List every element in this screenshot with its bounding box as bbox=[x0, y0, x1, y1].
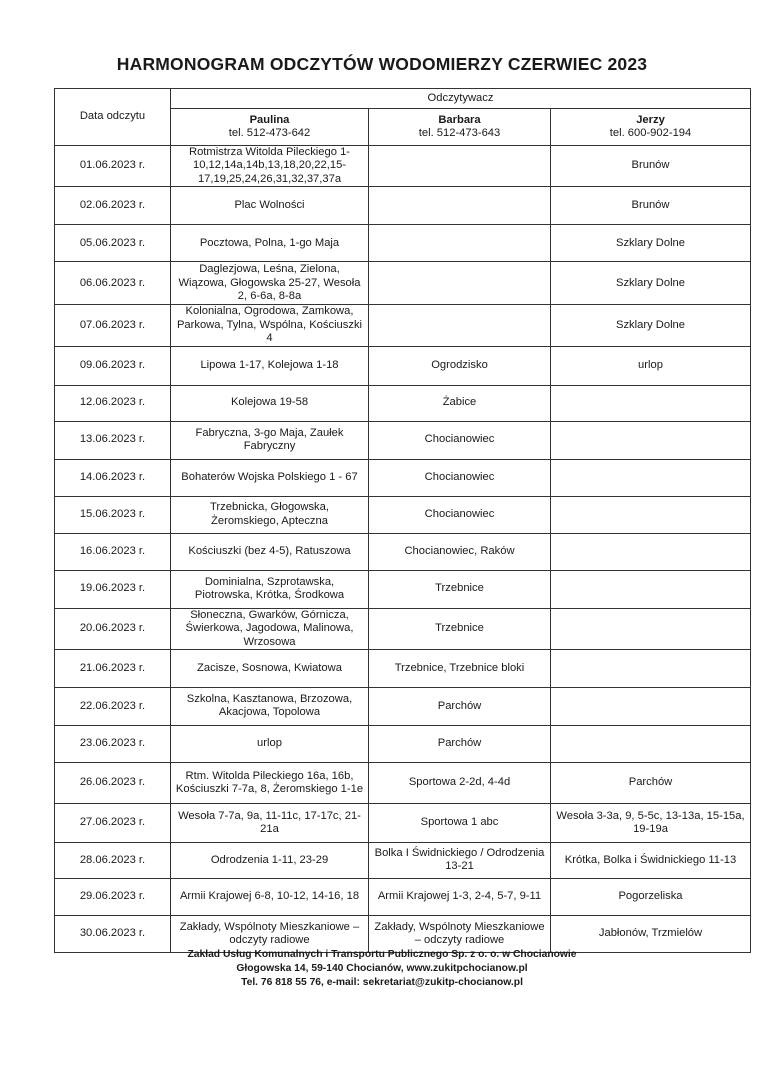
table-row bbox=[55, 496, 751, 533]
paulina-cell: Szkolna, Kasztanowa, Brzozowa, Akacjowa, Topolowa bbox=[171, 687, 369, 725]
barbara-cell bbox=[369, 225, 551, 262]
paulina-cell: Kolonialna, Ogrodowa, Zamkowa, Parkowa, Tylna, Wspólna, Kościuszki 4 bbox=[171, 305, 369, 346]
barbara-cell: Żabice bbox=[369, 385, 551, 421]
paulina-cell: Pocztowa, Polna, 1-go Maja bbox=[171, 225, 369, 262]
date-cell: 01.06.2023 r. bbox=[55, 146, 171, 187]
barbara-cell: Trzebnice bbox=[369, 570, 551, 608]
paulina-cell: Daglezjowa, Leśna, Zielona, Wiązowa, Głogowska 25-27, Wesoła 2, 6-6a, 8-8a bbox=[171, 262, 369, 305]
jerzy-cell: Wesoła 3-3a, 9, 5-5c, 13-13a, 15-15a, 19-19a bbox=[551, 803, 751, 842]
reader-phone: tel. 512-473-642 bbox=[228, 127, 311, 139]
date-cell: 28.06.2023 r. bbox=[55, 842, 171, 878]
jerzy-cell bbox=[551, 385, 751, 421]
date-cell: 06.06.2023 r. bbox=[55, 262, 171, 305]
table-row bbox=[55, 649, 751, 687]
jerzy-cell bbox=[551, 608, 751, 649]
jerzy-cell: Parchów bbox=[551, 762, 751, 803]
table-row bbox=[55, 608, 751, 649]
paulina-cell: Zacisze, Sosnowa, Kwiatowa bbox=[171, 649, 369, 687]
paulina-cell: Wesoła 7-7a, 9a, 11-11c, 17-17c, 21-21a bbox=[171, 803, 369, 842]
jerzy-cell bbox=[551, 533, 751, 570]
paulina-cell: Zakłady, Wspólnoty Mieszkaniowe – odczyty radiowe bbox=[171, 915, 369, 952]
jerzy-cell: Brunów bbox=[551, 146, 751, 187]
table-row bbox=[55, 533, 751, 570]
table-row bbox=[55, 878, 751, 915]
jerzy-cell: Szklary Dolne bbox=[551, 262, 751, 305]
readers-header: Odczytywacz bbox=[171, 89, 751, 109]
table-row bbox=[55, 687, 751, 725]
barbara-cell: Chocianowiec bbox=[369, 421, 551, 459]
barbara-cell bbox=[369, 305, 551, 346]
jerzy-cell: Szklary Dolne bbox=[551, 305, 751, 346]
barbara-cell: Zakłady, Wspólnoty Mieszkaniowe – odczyty radiowe bbox=[369, 915, 551, 952]
jerzy-cell bbox=[551, 570, 751, 608]
jerzy-cell bbox=[551, 421, 751, 459]
jerzy-cell: urlop bbox=[551, 346, 751, 385]
reader-phone: tel. 512-473-643 bbox=[418, 127, 501, 139]
date-cell: 15.06.2023 r. bbox=[55, 496, 171, 533]
paulina-cell: Armii Krajowej 6-8, 10-12, 14-16, 18 bbox=[171, 878, 369, 915]
barbara-cell: Bolka I Świdnickiego / Odrodzenia 13-21 bbox=[369, 842, 551, 878]
barbara-cell bbox=[369, 146, 551, 187]
page-title: HARMONOGRAM ODCZYTÓW WODOMIERZY CZERWIEC 2023 bbox=[116, 54, 648, 74]
date-cell: 22.06.2023 r. bbox=[55, 687, 171, 725]
paulina-cell: Kościuszki (bez 4-5), Ratuszowa bbox=[171, 533, 369, 570]
table-row bbox=[55, 305, 751, 346]
barbara-cell bbox=[369, 187, 551, 225]
jerzy-cell: Brunów bbox=[551, 187, 751, 225]
barbara-cell: Chocianowiec bbox=[369, 459, 551, 496]
reader-name: Jerzy bbox=[636, 113, 665, 126]
jerzy-cell bbox=[551, 496, 751, 533]
paulina-cell: Odrodzenia 1-11, 23-29 bbox=[171, 842, 369, 878]
schedule-table bbox=[54, 88, 751, 953]
table-row bbox=[55, 915, 751, 952]
table-row bbox=[55, 146, 751, 187]
date-cell: 20.06.2023 r. bbox=[55, 608, 171, 649]
paulina-cell: Fabryczna, 3-go Maja, Zaułek Fabryczny bbox=[171, 421, 369, 459]
table-row bbox=[55, 459, 751, 496]
date-cell: 16.06.2023 r. bbox=[55, 533, 171, 570]
date-cell: 14.06.2023 r. bbox=[55, 459, 171, 496]
barbara-cell: Chocianowiec, Raków bbox=[369, 533, 551, 570]
barbara-cell: Chocianowiec bbox=[369, 496, 551, 533]
table-row bbox=[55, 225, 751, 262]
barbara-cell: Sportowa 2-2d, 4-4d bbox=[369, 762, 551, 803]
date-cell: 05.06.2023 r. bbox=[55, 225, 171, 262]
jerzy-cell bbox=[551, 459, 751, 496]
date-cell: 23.06.2023 r. bbox=[55, 725, 171, 762]
jerzy-cell bbox=[551, 649, 751, 687]
reader-barbara-header bbox=[369, 109, 551, 146]
company-footer bbox=[0, 948, 764, 990]
date-cell: 02.06.2023 r. bbox=[55, 187, 171, 225]
date-cell: 26.06.2023 r. bbox=[55, 762, 171, 803]
paulina-cell: Dominialna, Szprotawska, Piotrowska, Krótka, Środkowa bbox=[171, 570, 369, 608]
reader-paulina-header bbox=[171, 109, 369, 146]
reader-phone: tel. 600-902-194 bbox=[609, 127, 692, 139]
paulina-cell: Trzebnicka, Głogowska, Żeromskiego, Apteczna bbox=[171, 496, 369, 533]
jerzy-cell: Pogorzeliska bbox=[551, 878, 751, 915]
date-cell: 19.06.2023 r. bbox=[55, 570, 171, 608]
date-cell: 30.06.2023 r. bbox=[55, 915, 171, 952]
table-row bbox=[55, 421, 751, 459]
jerzy-cell bbox=[551, 725, 751, 762]
table-row bbox=[55, 725, 751, 762]
date-cell: 12.06.2023 r. bbox=[55, 385, 171, 421]
date-column-header: Data odczytu bbox=[55, 89, 171, 146]
paulina-cell: urlop bbox=[171, 725, 369, 762]
paulina-cell: Lipowa 1-17, Kolejowa 1-18 bbox=[171, 346, 369, 385]
date-cell: 09.06.2023 r. bbox=[55, 346, 171, 385]
jerzy-cell: Krótka, Bolka i Świdnickiego 11-13 bbox=[551, 842, 751, 878]
barbara-cell bbox=[369, 262, 551, 305]
reader-name: Paulina bbox=[249, 113, 290, 126]
reader-jerzy-header bbox=[551, 109, 751, 146]
table-row bbox=[55, 842, 751, 878]
table-row bbox=[55, 762, 751, 803]
jerzy-cell bbox=[551, 687, 751, 725]
date-cell: 07.06.2023 r. bbox=[55, 305, 171, 346]
barbara-cell: Ogrodzisko bbox=[369, 346, 551, 385]
table-row bbox=[55, 346, 751, 385]
paulina-cell: Plac Wolności bbox=[171, 187, 369, 225]
table-row bbox=[55, 570, 751, 608]
footer-address: Głogowska 14, 59-140 Chocianów, www.zukitpchocianow.pl bbox=[236, 963, 528, 974]
date-cell: 13.06.2023 r. bbox=[55, 421, 171, 459]
date-cell: 27.06.2023 r. bbox=[55, 803, 171, 842]
table-row bbox=[55, 385, 751, 421]
table-row bbox=[55, 803, 751, 842]
paulina-cell: Bohaterów Wojska Polskiego 1 - 67 bbox=[171, 459, 369, 496]
table-row bbox=[55, 187, 751, 225]
barbara-cell: Trzebnice, Trzebnice bloki bbox=[369, 649, 551, 687]
barbara-cell: Sportowa 1 abc bbox=[369, 803, 551, 842]
date-cell: 21.06.2023 r. bbox=[55, 649, 171, 687]
footer-contact: Tel. 76 818 55 76, e-mail: sekretariat@zukitp-chocianow.pl bbox=[241, 977, 523, 988]
table-row bbox=[55, 262, 751, 305]
jerzy-cell: Szklary Dolne bbox=[551, 225, 751, 262]
barbara-cell: Parchów bbox=[369, 687, 551, 725]
paulina-cell: Rotmistrza Witolda Pileckiego 1-10,12,14a,14b,13,18,20,22,15-17,19,25,24,26,31,32,37,37a bbox=[171, 146, 369, 187]
jerzy-cell: Jabłonów, Trzmielów bbox=[551, 915, 751, 952]
barbara-cell: Parchów bbox=[369, 725, 551, 762]
paulina-cell: Słoneczna, Gwarków, Górnicza, Świerkowa, Jagodowa, Malinowa, Wrzosowa bbox=[171, 608, 369, 649]
barbara-cell: Armii Krajowej 1-3, 2-4, 5-7, 9-11 bbox=[369, 878, 551, 915]
paulina-cell: Rtm. Witolda Pileckiego 16a, 16b, Kościuszki 7-7a, 8, Żeromskiego 1-1e bbox=[171, 762, 369, 803]
footer-company-name: Zakład Usług Komunalnych i Transportu Publicznego Sp. z o. o. w Chocianowie bbox=[187, 949, 577, 960]
date-cell: 29.06.2023 r. bbox=[55, 878, 171, 915]
paulina-cell: Kolejowa 19-58 bbox=[171, 385, 369, 421]
reader-name: Barbara bbox=[438, 113, 481, 126]
barbara-cell: Trzebnice bbox=[369, 608, 551, 649]
